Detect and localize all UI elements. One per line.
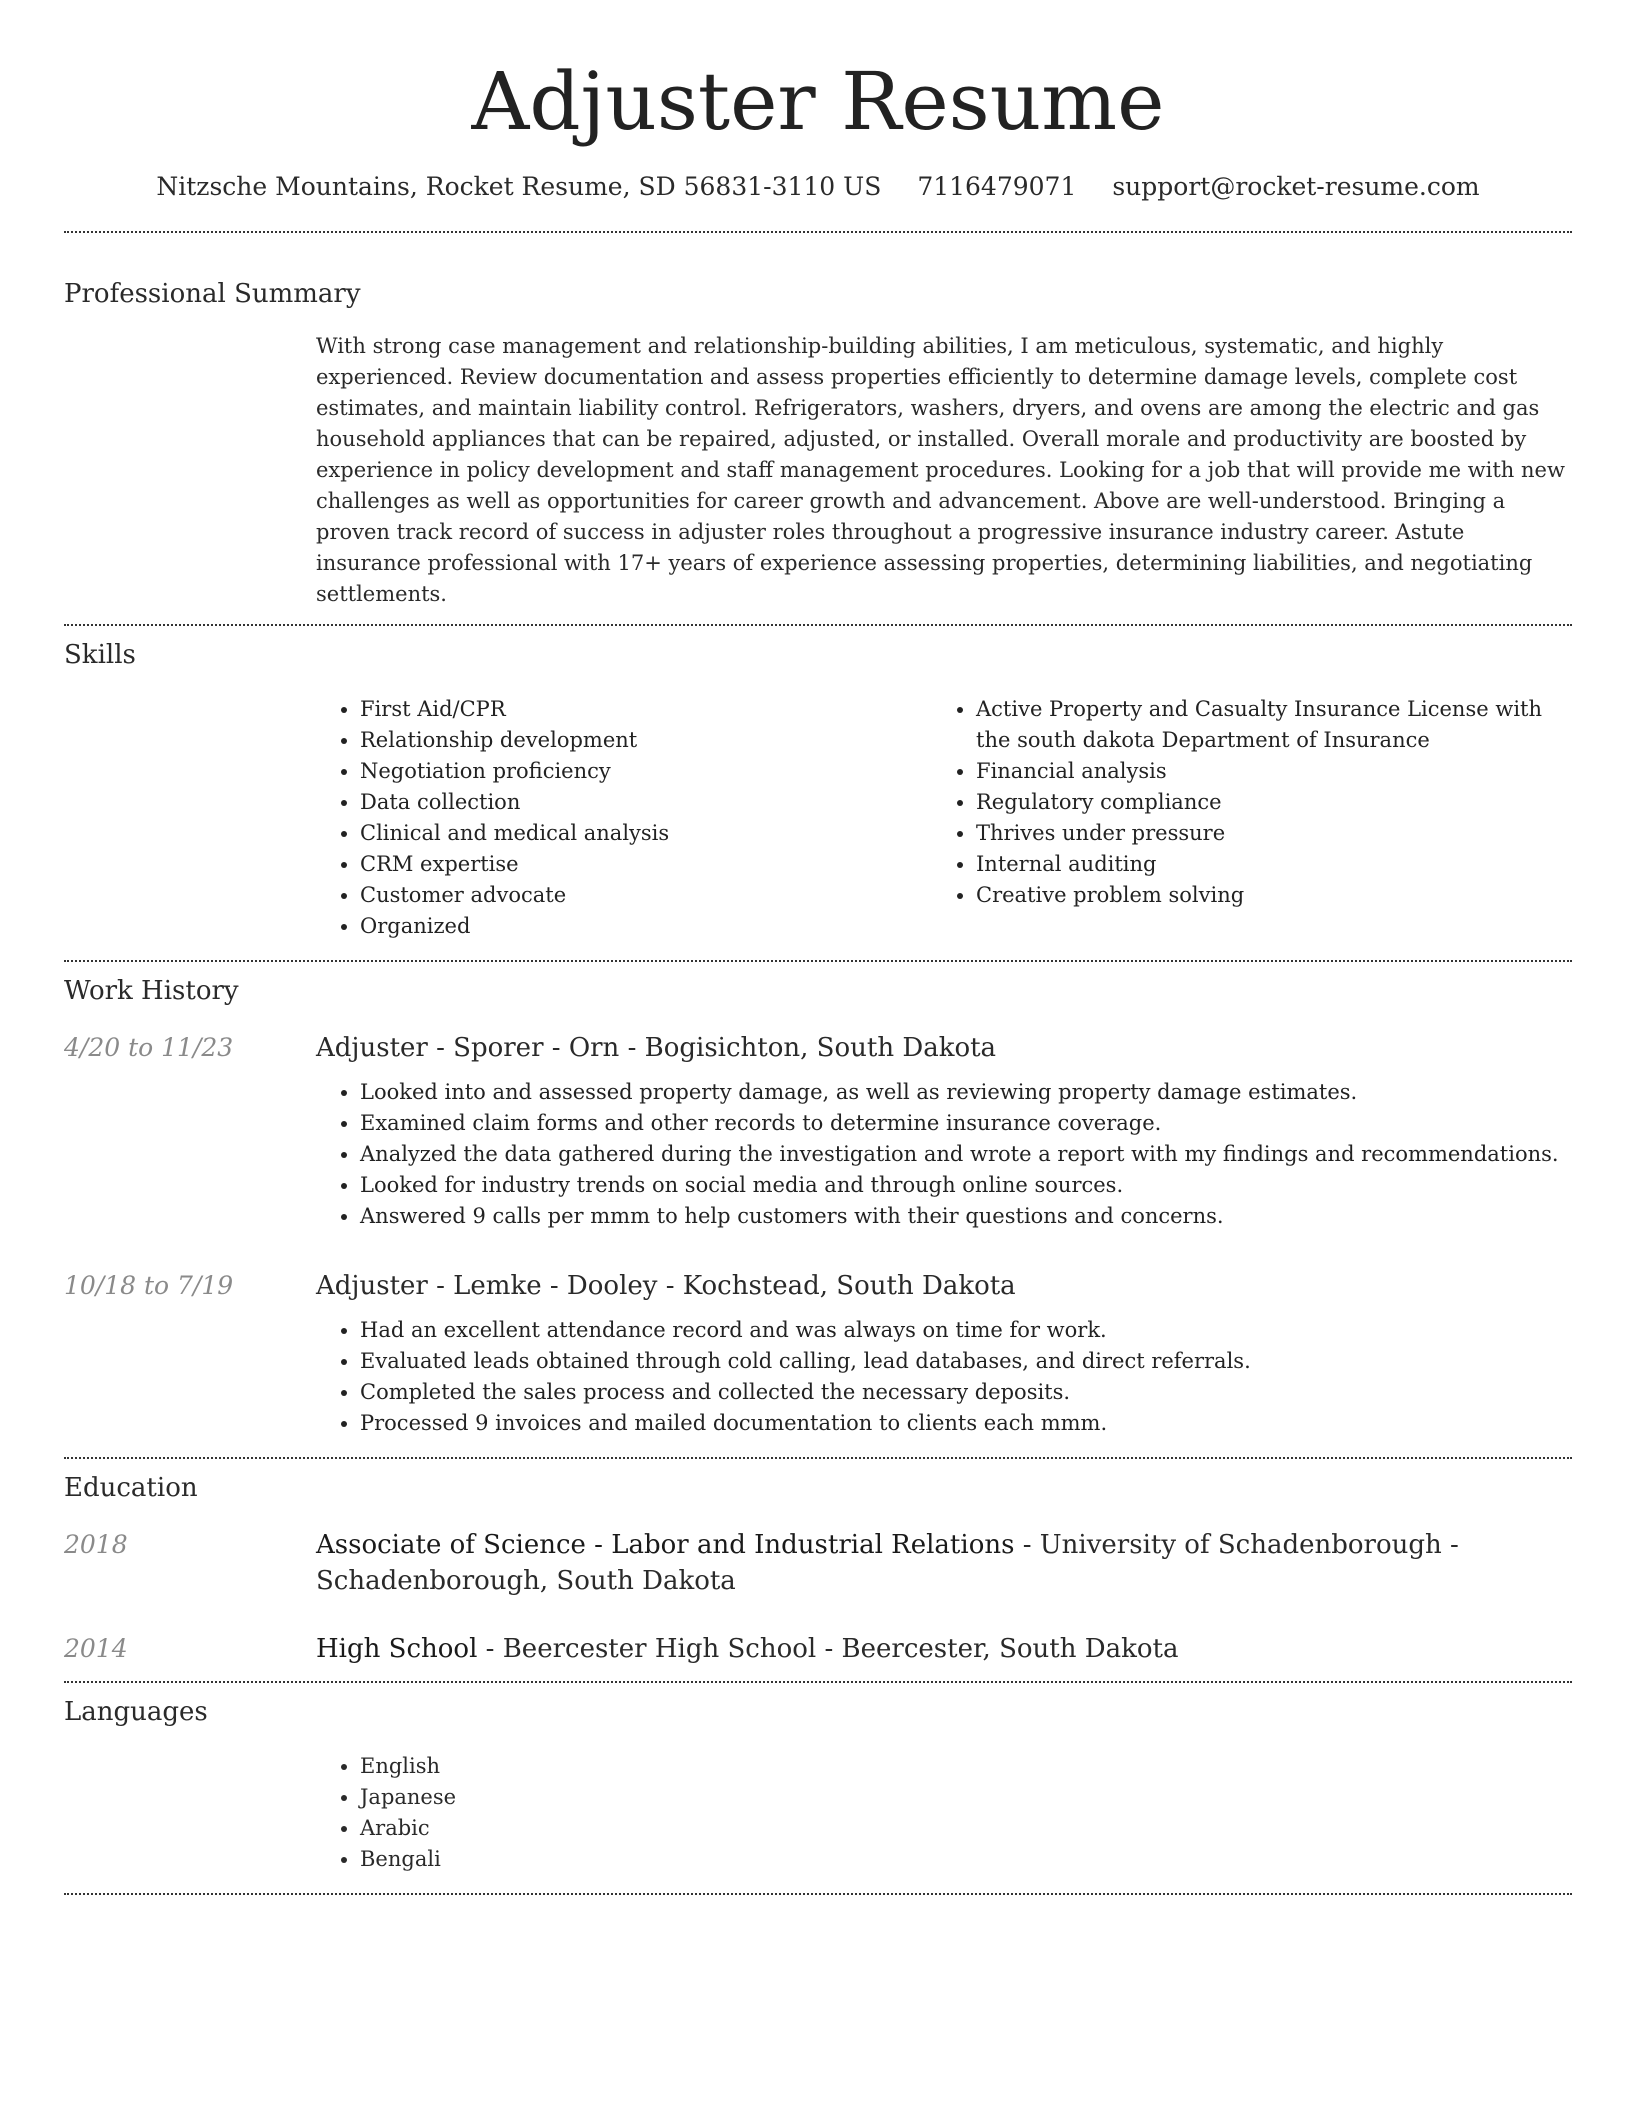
skill-item: • CRM expertise: [360, 849, 932, 880]
job-bullet: • Answered 9 calls per mmm to help customers with their questions and concerns.: [360, 1201, 1572, 1232]
resume-page: [64, 0, 1572, 1895]
job-bullet: • Processed 9 invoices and mailed documentation to clients each mmm.: [360, 1408, 1572, 1439]
skill-item: • First Aid/CPR: [360, 694, 932, 725]
skill-item: • Creative problem solving: [976, 880, 1548, 911]
skill-item: • Regulatory compliance: [976, 787, 1548, 818]
job-bullets: [316, 1315, 1572, 1439]
job-bullet-list: [316, 1315, 1572, 1439]
skill-item: • Organized: [360, 911, 932, 942]
work-heading: Work History: [64, 976, 239, 1006]
job-bullet-list: [316, 1077, 1572, 1232]
education-detail: [316, 1527, 1572, 1599]
language-item: • Japanese: [360, 1782, 1572, 1813]
job-title: Adjuster - Lemke - Dooley - Kochstead, South Dakota: [316, 1271, 1016, 1301]
skills-list-left: [316, 694, 932, 942]
job-dates: 10/18 to 7/19: [64, 1271, 234, 1300]
skills-column-right: [932, 694, 1548, 942]
skill-item: • Clinical and medical analysis: [360, 818, 932, 849]
language-item: • English: [360, 1751, 1572, 1782]
job-entry: [64, 1030, 1572, 1066]
skills-list-right: [932, 694, 1548, 911]
contact-line: [64, 170, 1572, 204]
skill-item: • Customer advocate: [360, 880, 932, 911]
skills-heading: Skills: [64, 640, 136, 670]
job-bullet: • Analyzed the data gathered during the investigation and wrote a report with my findings and recommendations.: [360, 1139, 1572, 1170]
skill-item: • Thrives under pressure: [976, 818, 1548, 849]
languages-list: [316, 1751, 1572, 1875]
summary-block: [316, 331, 1572, 610]
resume-title: Adjuster Resume: [471, 55, 1165, 148]
job-bullet: • Completed the sales process and collected the necessary deposits.: [360, 1377, 1572, 1408]
summary-text: With strong case management and relationship-building abilities, I am meticulous, systematic, and highly experienced. Review documentation and assess properties efficiently to determine damage levels, complete cost estimates, and maintain liability control. Refrigerators, washers, dryers, and ovens are among the electric and gas household appliances that can be repaired, adjusted, or installed. Overall morale and productivity are boosted by experience in policy development and staff management procedures. Looking for a job that will provide me with new challenges as well as opportunities for career growth and advancement. Above are well-understood. Bringing a proven track record of success in adjuster roles throughout a progressive insurance industry career. Astute insurance professional with 17+ years of experience assessing properties, determining liabilities, and negotiating settlements.: [316, 334, 1565, 606]
job-bullet: • Had an excellent attendance record and was always on time for work.: [360, 1315, 1572, 1346]
education-heading: Education: [64, 1473, 198, 1503]
section-divider: [64, 1893, 1572, 1895]
job-bullet: • Evaluated leads obtained through cold calling, lead databases, and direct referrals.: [360, 1346, 1572, 1377]
job-bullet: • Looked into and assessed property damage, as well as reviewing property damage estimates.: [360, 1077, 1572, 1108]
job-title: Adjuster - Sporer - Orn - Bogisichton, South Dakota: [316, 1033, 997, 1063]
education-degree: High School: [316, 1634, 478, 1664]
job-bullet: • Examined claim forms and other records to determine insurance coverage.: [360, 1108, 1572, 1139]
job-bullet: • Looked for industry trends on social media and through online sources.: [360, 1170, 1572, 1201]
contact-phone: 7116479071: [917, 172, 1077, 201]
job-entry: [64, 1268, 1572, 1304]
contact-address: Nitzsche Mountains, Rocket Resume, SD 56831-3110 US: [156, 172, 882, 201]
skill-item: • Active Property and Casualty Insurance License with the south dakota Department of Insurance: [976, 694, 1548, 756]
skill-item: • Internal auditing: [976, 849, 1548, 880]
job-bullets: [316, 1077, 1572, 1232]
education-year: 2014: [64, 1634, 128, 1663]
skill-item: • Negotiation proficiency: [360, 756, 932, 787]
skills-column-left: [316, 694, 932, 942]
job-dates: 4/20 to 11/23: [64, 1033, 234, 1062]
section-divider: [64, 960, 1572, 962]
section-divider: [64, 231, 1572, 233]
language-item: • Bengali: [360, 1844, 1572, 1875]
education-entry: [64, 1631, 1572, 1667]
education-school: - Beercester High School - Beercester, South Dakota: [477, 1634, 1179, 1664]
education-entry: [64, 1527, 1572, 1599]
section-divider: [64, 1457, 1572, 1459]
skill-item: • Relationship development: [360, 725, 932, 756]
education-degree: Associate of Science - Labor and Industrial Relations: [316, 1530, 1015, 1560]
skills-grid: [316, 694, 1572, 942]
section-divider: [64, 624, 1572, 626]
section-divider: [64, 1681, 1572, 1683]
languages-heading: Languages: [64, 1697, 208, 1727]
education-detail: [316, 1631, 1178, 1667]
contact-email: support@rocket-resume.com: [1112, 172, 1480, 201]
language-item: • Arabic: [360, 1813, 1572, 1844]
skill-item: • Data collection: [360, 787, 932, 818]
skill-item: • Financial analysis: [976, 756, 1548, 787]
education-school: - University of Schadenborough - Schadenborough, South Dakota: [316, 1530, 1459, 1596]
summary-heading: Professional Summary: [64, 279, 361, 309]
languages-block: [316, 1751, 1572, 1875]
education-year: 2018: [64, 1530, 128, 1559]
